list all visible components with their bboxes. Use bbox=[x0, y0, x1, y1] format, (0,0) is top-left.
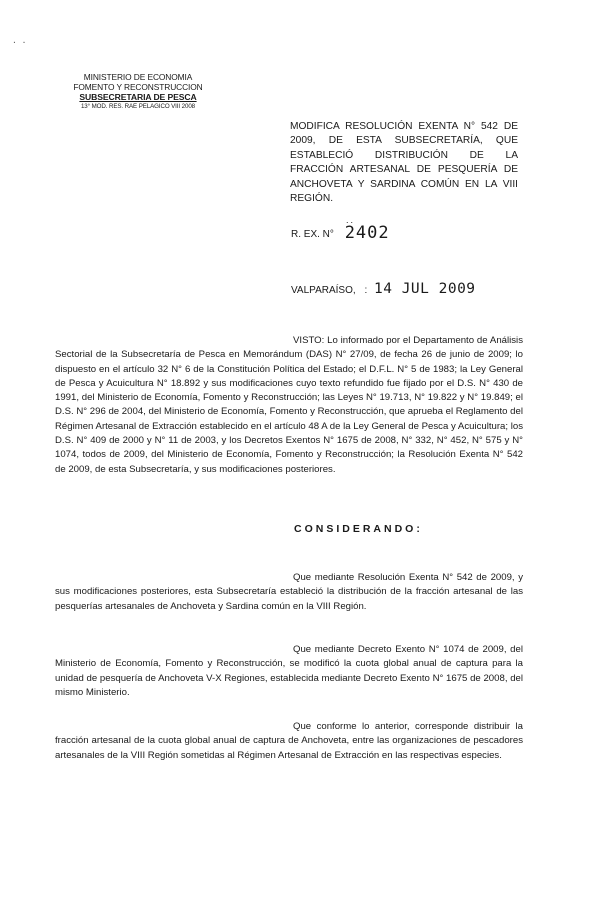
scan-artifact-mark: · · bbox=[12, 38, 27, 47]
letterhead-ministry-cont: FOMENTO Y RECONSTRUCCION bbox=[73, 82, 203, 92]
separator-mark: : bbox=[364, 285, 368, 296]
stamped-date: 14 JUL 2009 bbox=[374, 281, 476, 297]
resolution-prefix: R. EX. N° bbox=[291, 229, 334, 240]
letterhead-reference: 13° MOD. RES. RAE PELAGICO VIII 2008 bbox=[80, 103, 196, 110]
paragraph-text: Que mediante Resolución Exenta N° 542 de 2009, y sus modificaciones posteriores, esta Subsecretaría estableció la distribución de la fracción artesanal de las pesquerías artesanales de Anchoveta y Sardina común en la VIII Región. bbox=[55, 572, 523, 612]
resolution-subject bbox=[290, 120, 518, 206]
letterhead bbox=[52, 72, 224, 111]
letterhead-subsecretaria: SUBSECRETARIA DE PESCA bbox=[79, 92, 197, 102]
city: VALPARAÍSO, bbox=[291, 285, 356, 296]
paragraph-text: Que conforme lo anterior, corresponde distribuir la fracción artesanal de la cuota global anual de captura de Anchoveta, entre las organizaciones de pescadores artesanales de la VIII Región sometidas al Régimen Artesanal de Extracción en las respectivas especies. bbox=[55, 721, 523, 761]
paragraph-text: Que mediante Decreto Exento N° 1074 de 2009, del Ministerio de Economía, Fomento y Reconstrucción, se modificó la cuota global anual de captura para la unidad de pesquería de Anchoveta V-X Regiones, establecida mediante Decreto Exento N° 1675 de 2008, del mismo Ministerio. bbox=[55, 644, 523, 698]
considerando-heading: CONSIDERANDO: bbox=[294, 523, 423, 535]
considerando-paragraph-3 bbox=[55, 720, 523, 763]
subject-line: ESTABLECIÓ DISTRIBUCIÓN DE LA bbox=[290, 149, 518, 161]
visto-paragraph bbox=[55, 334, 523, 477]
place-date-line bbox=[291, 281, 476, 297]
subject-line: FRACCIÓN ARTESANAL DE PESQUERÍA DE bbox=[290, 164, 518, 176]
considerando-paragraph-2 bbox=[55, 643, 523, 700]
resolution-number: 2402 bbox=[344, 223, 390, 243]
subject-line: MODIFICA RESOLUCIÓN EXENTA N° 542 DE bbox=[290, 121, 518, 132]
letterhead-ministry: MINISTERIO DE ECONOMIA bbox=[83, 72, 193, 82]
stamp-dots: .. bbox=[346, 215, 356, 225]
subject-line: 2009, DE ESTA SUBSECRETARÍA, QUE bbox=[290, 135, 518, 147]
considerando-paragraph-1 bbox=[55, 571, 523, 614]
subject-line: ANCHOVETA Y SARDINA COMÚN EN LA VIII bbox=[290, 178, 518, 190]
resolution-number-line bbox=[291, 215, 390, 243]
visto-text: VISTO: Lo informado por el Departamento de Análisis Sectorial de la Subsecretaría de Pesca en Memorándum (DAS) N° 27/09, de fecha 26 de junio de 2009; lo dispuesto en el artículo 32 N° 6 de la Constitución Política del Estado; el D.F.L. N° 5 de 1983; la Ley General de Pesca y Acuicultura N° 18.892 y sus modificaciones cuyo texto refundido fue fijado por el D.S. N° 430 de 1991, del Ministerio de Economía, Fomento y Reconstrucción; las Leyes N° 19.713, N° 19.822 y N° 19.849; el D.S. N° 296 de 2004, del Ministerio de Economía, Fomento y Reconstrucción, que aprueba el Reglamento del Régimen Artesanal de Extracción establecido en el artículo 48 A de la Ley General de Pesca y Acuicultura; los D.S. N° 409 de 2000 y N° 11 de 2003, y los Decretos Exentos N° 1675 de 2008, N° 332, N° 452, N° 575 y N° 1074, todos de 2009, del Ministerio de Economía, Fomento y Reconstrucción; la Resolución Exenta N° 542 de 2009, de esta Subsecretaría, y sus modificaciones posteriores. bbox=[55, 335, 523, 475]
subject-line: REGIÓN. bbox=[290, 193, 334, 205]
